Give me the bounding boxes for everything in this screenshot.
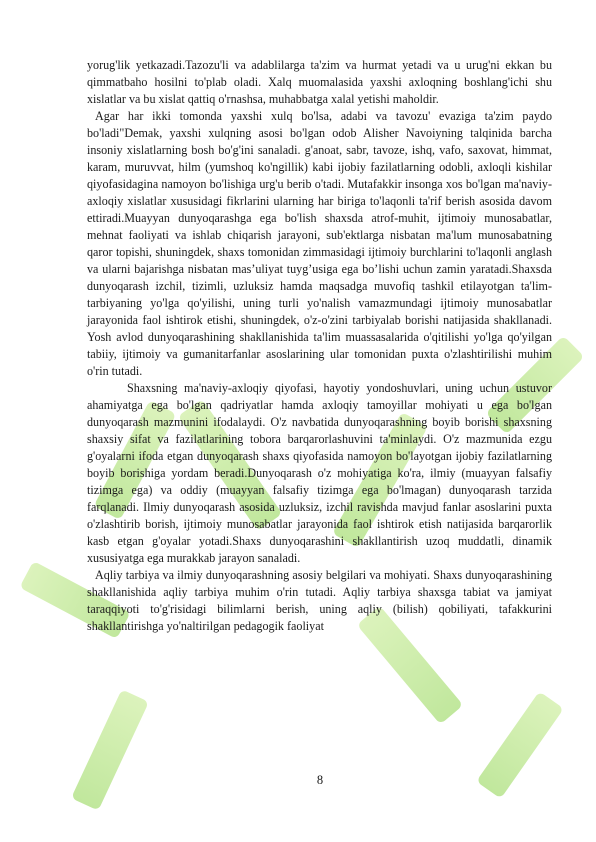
paragraph: Shaxsning ma'naviy-axloqiy qiyofasi, hayotiy yondoshuvlari, uning uchun ustuvor ahamiyatga ega bo'lgan qadriyatlar hamda axloqiy tamoyillar mohiyati u ega bo'lgan dunyoqarash mazmunini ifodalaydi. O'z navbatida dunyoqarashning boyib borishi shaxsning shaxsiy sifat va fazilatlarining tobora barqarorlashuvini ta'minlaydi. O'z mazmunida ezgu g'oyalarni ifoda etgan dunyoqarash shaxs qiyofasida namoyon bo'layotgan ijobiy fazilatlarning boyib borishiga yordam beradi.Dunyoqarash o'z mohiyatiga ko'ra, ilmiy (muayyan falsafiy tizimga ega) va oddiy (muayyan falsafiy tizimga ega bo'lmagan) dunyoqarash tarzida farqlanadi. Ilmiy dunyoqarash asosida uzluksiz, izchil ravishda mavjud fanlar asoslarini puxta o'zlashtirib borish, ijtimoiy munosabatlar jarayonida faol ishtirok etish natijasida barqarorlik kasb etgan g'oyalar yotadi.Shaxs dunyoqarashini shakllantirish uzoq muddatli, dinamik xususiyatga ega murakkab jarayon sanaladi. xyxy=(87,381,552,565)
watermark-stripe xyxy=(71,689,149,810)
paragraph: Agar har ikki tomonda yaxshi xulq bo'lsa, adabi va tavozu' evaziga ta'zim paydo bo'ladi"Demak, yaxshi xulqning asosi bo'lgan odob Alisher Navoiyning talqinida barcha insoniy xislatlarning bosh bo'g'ini sanaladi. g'anoat, sabr, tavoze, ishq, vafo, saxovat, himmat, karam, muruvvat, hilm (yumshoq ko'ngillik) kabi ijobiy fazilatlarning odobli, axloqli kishilar qiyofasidagina namoyon bo'lishiga urg'u berib o'tadi. Mutafakkir insonga xos bo'lgan ma'naviy-axloqiy xislatlar xususidagi fikrlarini ularning har biriga to'laqonli ta'rif berish asosida davom ettiradi.Muayyan dunyoqarashga ega bo'lish shaxsda atrof-muhit, ijtimoiy munosabatlar, mehnat faoliyati va ishlab chiqarish jarayoni, sub'ektlarga nisbatan ma'lum munosabatning qaror topishi, shuningdek, shaxs tomonidan zimmasidagi ijtimoiy burchlarini to'laqonli anglash va ularni bajarishga nisbatan mas’uliyat tuyg’usiga ega bo’lishi uchun zamin yaratadi.Shaxsda dunyoqarash izchil, tizimli, uzluksiz hamda maqsadga muvofiq tashkil etilayotgan ta'lim-tarbiyaning yo'lga qo'yilishi, uning turli yo'nalish vamazmundagi ijtimoiy munosabatlar jarayonida faol ishtirok etishi, shuningdek, o'z-o'zini tarbiyalab borishi natijasida shakllanadi. Yosh avlod dunyoqarashining shakllanishida ta'lim muassasalarida o'qitilishi yo'lga qo'yilgan tabiiy, ijtimoiy va gumanitarfanlar asoslarining ular tomonidan puxta o'zlashtirilishi muhim o'rin tutadi. xyxy=(87,109,552,378)
page-number: 8 xyxy=(316,773,324,787)
body-text xyxy=(87,57,552,635)
paragraph: Aqliy tarbiya va ilmiy dunyoqarashning asosiy belgilari va mohiyati. Shaxs dunyoqarashining shakllanishida aqliy tarbiya muhim o'rin tutadi. Aqliy tarbiya shaxsga tabiat va jamiyat taraqqiyoti to'g'risidagi bilimlarni berish, uning aqliy (bilish) qobiliyati, tafakkurini shakllantirishga yo'naltirilgan pedagogik faoliyat xyxy=(87,568,552,633)
paragraph: yorug'lik yetkazadi.Tazozu'li va adablilarga ta'zim va hurmat yetadi va u urug'ni ekkan bu qimmatbaho hosilni to'plab oladi. Xalq muomalasida yaxshi axloqning boshlang'ichi shu xislatlar va bu xislat qattiq o'rnashsa, muhabbatga xalal yetishi maholdir. xyxy=(87,58,552,106)
